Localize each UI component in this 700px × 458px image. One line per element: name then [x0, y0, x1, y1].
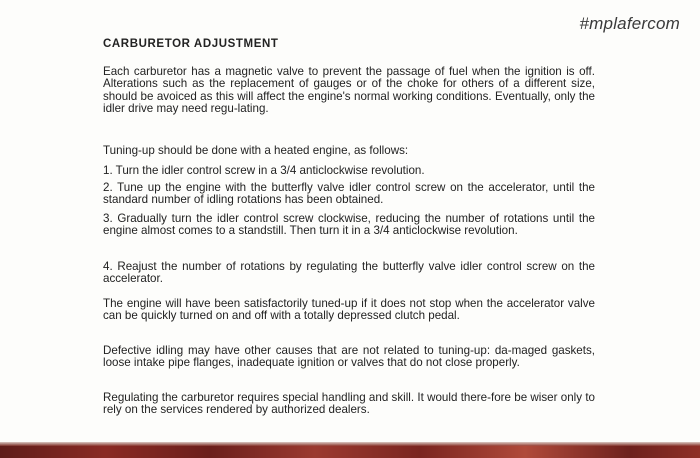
result-paragraph: The engine will have been satisfactorily tuned-up if it does not stop when the accelerator valve can be quickly turned on and off with a totally depressed clutch pedal. [103, 297, 595, 323]
defective-idling-paragraph: Defective idling may have other causes that are not related to tuning-up: da-maged gaskets, loose intake pipe flanges, inadequate ignition or valves that do not close properly. [103, 344, 595, 370]
step-1: 1. Turn the idler control screw in a 3/4 anticlockwise revolution. [103, 164, 425, 177]
step-4: 4. Reajust the number of rotations by regulating the butterfly valve idler control screw on the accelerator. [103, 260, 595, 286]
watermark-text: #mplafercom [579, 14, 680, 33]
tuning-intro-paragraph: Tuning-up should be done with a heated engine, as follows: [103, 144, 409, 157]
intro-paragraph: Each carburetor has a magnetic valve to prevent the passage of fuel when the ignition is off. Alterations such as the replacement of gauges or of the choke for others of a different size, should be avoiced as this will affect the engine's normal working conditions. Eventually, only the idler drive may need regu-lating. [103, 65, 595, 116]
page-bottom-edge [0, 442, 700, 458]
step-2: 2. Tune up the engine with the butterfly valve idler control screw on the accelerator, until the standard number of idling rotations has been obtained. [103, 181, 595, 207]
section-title: CARBURETOR ADJUSTMENT [103, 38, 279, 50]
dealer-advice-paragraph: Regulating the carburetor requires special handling and skill. It would there-fore be wiser only to rely on the services rendered by authorized dealers. [103, 391, 595, 417]
step-3: 3. Gradually turn the idler control screw clockwise, reducing the number of rotations until the engine almost comes to a standstill. Then turn it in a 3/4 anticlockwise revolution. [103, 212, 595, 238]
